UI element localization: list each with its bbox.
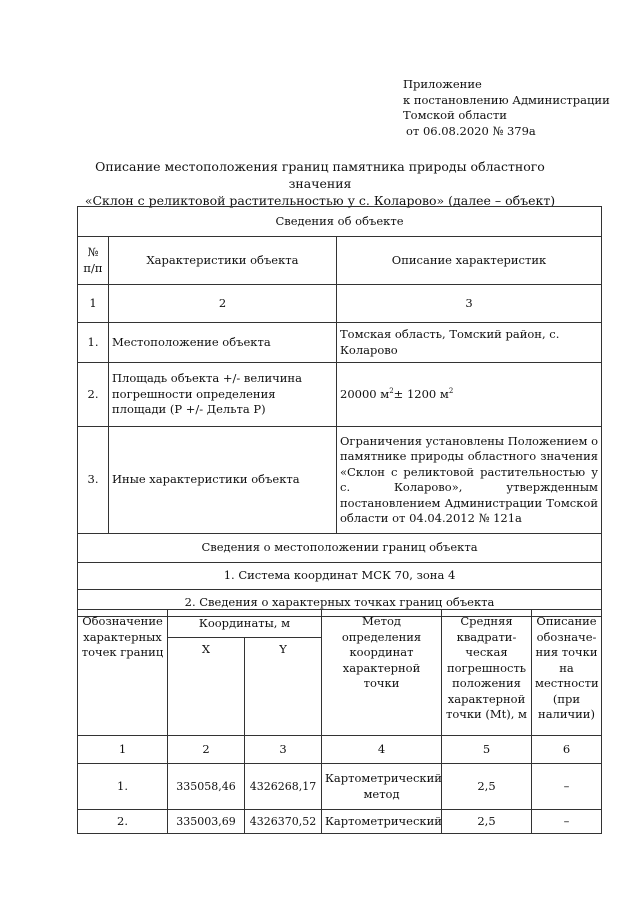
point-id: 2. [78,810,168,834]
area-value: 20000 м [340,386,390,401]
table-row [78,323,602,363]
point-error: 2,5 [442,764,532,810]
point-description: – [532,764,602,810]
point-x: 335003,69 [168,810,245,834]
colnum-2: 2 [109,285,337,323]
row-num: 3. [78,427,109,534]
title-line-1: Описание местоположения границ памятника природы областного значения [95,159,545,191]
header-y: Y [245,638,322,736]
colnum-3: 3 [337,285,602,323]
boundary-section-row [78,534,602,563]
appendix-line-3: Томской области [403,108,507,122]
colnum-3: 3 [245,736,322,764]
header-point-description: Описание обозначе-ния точки на местности (при наличии) [532,610,602,736]
object-info-section-title: Сведения об объекте [78,207,602,237]
point-error: 2,5 [442,810,532,834]
document-title [70,158,570,209]
row-num: 2. [78,363,109,427]
point-id: 1. [78,764,168,810]
header-description: Описание характеристик [337,237,602,285]
header-num: № п/п [78,237,109,285]
object-info-table [77,206,602,617]
header-designation: Обозначение характерных точек границ [78,610,168,736]
points-title: 2. Сведения о характерных точках границ объекта [78,590,602,617]
header-error: Средняя квадрати-ческая погрешность положения характерной точки (Mt), м [442,610,532,736]
point-description: – [532,810,602,834]
header-coords: Координаты, м [168,610,322,638]
row-name: Иные характеристики объекта [109,427,337,534]
colnum-1: 1 [78,736,168,764]
point-method: Картометрический метод [322,764,442,810]
point-method: Картометрический [322,810,442,834]
colnum-6: 6 [532,736,602,764]
table-row [78,363,602,427]
row-name: Местоположение объекта [109,323,337,363]
area-unit-sup: 2 [389,386,394,395]
table-row [78,810,602,834]
header-method: Метод определения координат характерной точки [322,610,442,736]
colnum-1: 1 [78,285,109,323]
appendix-block [403,77,610,139]
appendix-line-1: Приложение [403,77,482,91]
object-info-colnum-row [78,285,602,323]
point-y: 4326268,17 [245,764,322,810]
table-row [78,427,602,534]
coord-system-row [78,563,602,590]
boundary-section-title: Сведения о местоположении границ объекта [78,534,602,563]
title-line-2: «Склон с реликтовой растительностью у с. Коларово» (далее – объект) [84,193,556,208]
object-info-section-row [78,207,602,237]
appendix-line-4: от 06.08.2020 № 379а [406,123,536,138]
colnum-5: 5 [442,736,532,764]
error-unit-sup: 2 [448,386,454,395]
row-value [337,363,602,427]
colnum-4: 4 [322,736,442,764]
boundary-points-table [77,609,602,834]
point-x: 335058,46 [168,764,245,810]
point-y: 4326370,52 [245,810,322,834]
area-error: ± 1200 м [393,386,449,401]
header-x: X [168,638,245,736]
points-colnum-row [78,736,602,764]
row-value: Томская область, Томский район, с. Коларово [337,323,602,363]
object-info-header-row [78,237,602,285]
row-name: Площадь объекта +/- величина погрешности определения площади (Р +/- Дельта Р) [109,363,337,427]
row-num: 1. [78,323,109,363]
points-header-row [78,610,602,638]
coord-system: 1. Система координат МСК 70, зона 4 [78,563,602,590]
colnum-2: 2 [168,736,245,764]
header-characteristics: Характеристики объекта [109,237,337,285]
appendix-line-2: к постановлению Администрации [403,92,610,107]
row-value: Ограничения установлены Положением о памятнике природы областного значения «Склон с реликтовой растительностью у с. Коларово», утвержденным постановлением Администрации Томской области от 04.04.2012 № 121а [337,427,602,534]
table-row [78,764,602,810]
